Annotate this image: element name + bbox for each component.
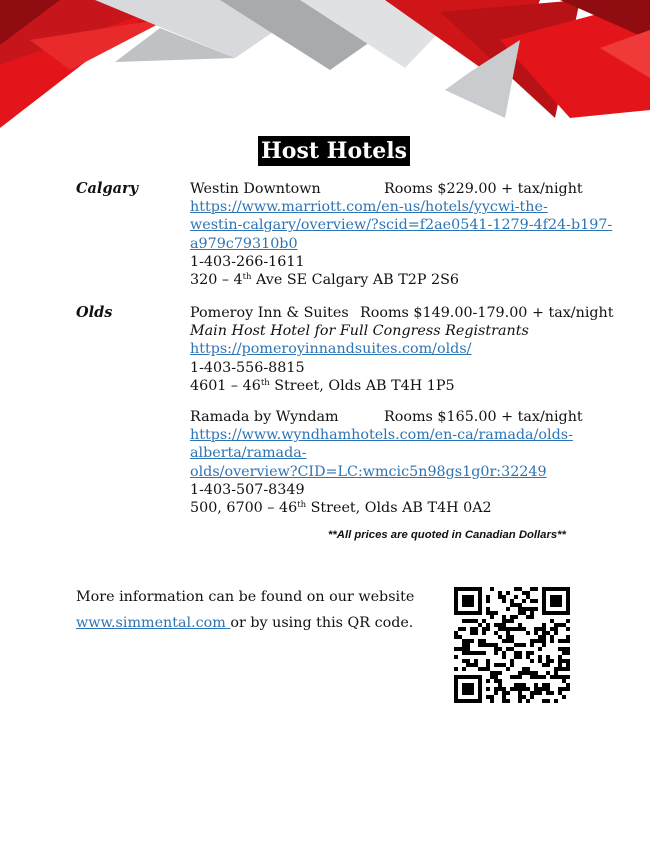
hotel-link-line[interactable]: olds/overview?CID=LC:wmcic5n98gs1g0r:32249 [190, 463, 547, 480]
more-info-line1: More information can be found on our website [76, 589, 415, 605]
website-link[interactable]: www.simmental.com [76, 615, 231, 631]
more-info-line2: www.simmental.com or by using this QR code. [76, 615, 414, 631]
hotel-name: Ramada by Wyndam [190, 409, 339, 425]
hotel-link-line[interactable]: https://pomeroyinnandsuites.com/olds/ [190, 341, 472, 358]
hotel-rooms: Rooms $149.00-179.00 + tax/night [360, 305, 614, 321]
hotel-phone: 1-403-556-8815 [190, 359, 305, 376]
page-title: Host Hotels [258, 136, 410, 166]
hotel-link-line[interactable]: https://www.wyndhamhotels.com/en-ca/ramada/olds- [190, 427, 573, 444]
hotel-phone: 1-403-507-8349 [190, 481, 305, 498]
hotel-address: 320 – 4th Ave SE Calgary AB T2P 2S6 [190, 271, 459, 288]
qr-code-icon[interactable] [454, 587, 570, 703]
city-label-olds: Olds [76, 304, 113, 321]
hotel-link-line[interactable]: a979c79310b0 [190, 235, 298, 252]
header-banner [0, 0, 650, 140]
hotel-westin [190, 180, 613, 289]
hotel-link-line[interactable]: westin-calgary/overview/?scid=f2ae0541-1279-4f24-b197- [190, 217, 613, 234]
hotel-rooms: Rooms $229.00 + tax/night [384, 181, 583, 197]
hotel-address: 500, 6700 – 46th Street, Olds AB T4H 0A2 [190, 499, 492, 516]
hotel-address: 4601 – 46th Street, Olds AB T4H 1P5 [190, 377, 455, 394]
price-note: **All prices are quoted in Canadian Dollars** [328, 529, 566, 541]
hotel-link-line[interactable]: https://www.marriott.com/en-us/hotels/yycwi-the- [190, 199, 548, 216]
hotel-name: Pomeroy Inn & Suites [190, 305, 349, 321]
hotel-phone: 1-403-266-1611 [190, 253, 305, 270]
more-info [76, 584, 414, 636]
hotel-subtitle: Main Host Hotel for Full Congress Registrants [190, 323, 529, 340]
hotel-pomeroy [190, 304, 614, 395]
hotel-name: Westin Downtown [190, 181, 321, 197]
hotel-ramada [190, 408, 600, 517]
hotel-rooms: Rooms $165.00 + tax/night [384, 409, 583, 425]
city-label-calgary: Calgary [76, 180, 139, 197]
hotel-link-line[interactable]: alberta/ramada- [190, 445, 307, 462]
